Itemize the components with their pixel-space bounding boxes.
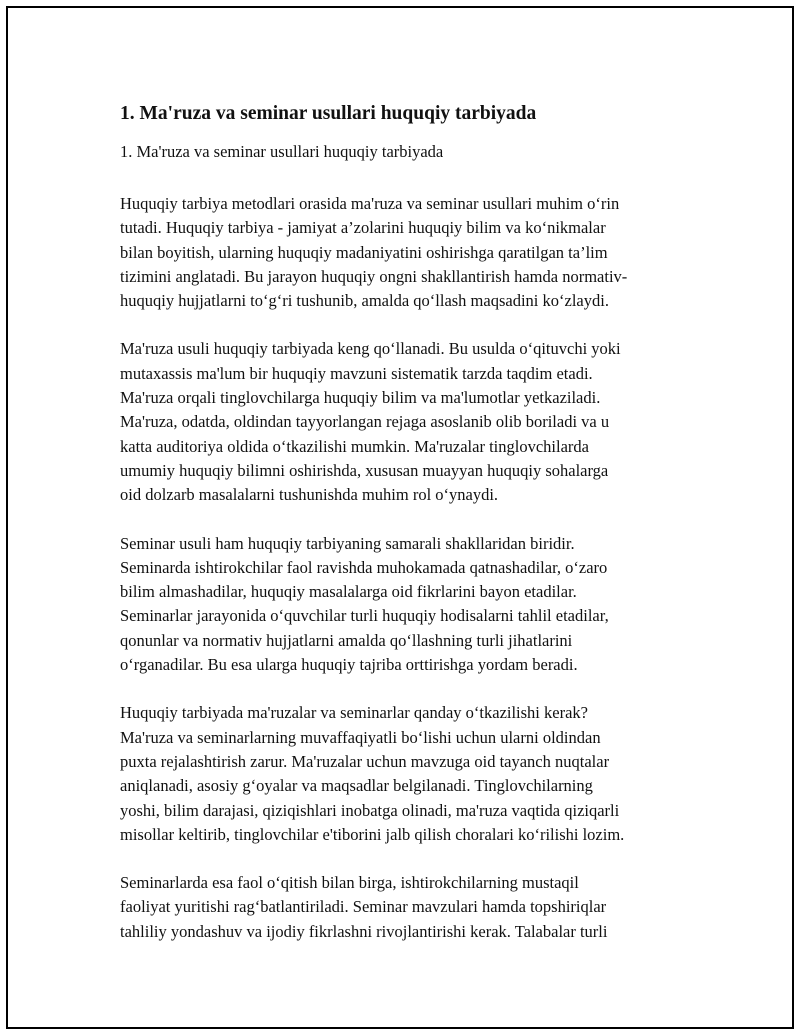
paragraph-3 (120, 532, 692, 678)
paragraph-line: huquqiy hujjatlarni to‘g‘ri tushunib, amalda qo‘llash maqsadini ko‘zlaydi. (120, 291, 609, 311)
paragraph-line: Huquqiy tarbiya metodlari orasida ma'ruza va seminar usullari muhim o‘rin (120, 194, 620, 213)
document-subtitle: 1. Ma'ruza va seminar usullari huquqiy tarbiyada (120, 142, 444, 161)
paragraph-line: bilan boyitish, ularning huquqiy madaniyatini oshirishga qaratilgan ta’lim (120, 242, 608, 262)
paragraph-line: Seminar usuli ham huquqiy tarbiyaning samarali shakllaridan biridir. (120, 533, 575, 553)
paragraph-line: Seminarda ishtirokchilar faol ravishda muhokamada qatnashadilar, o‘zaro (120, 557, 608, 577)
paragraph-line: o‘rganadilar. Bu esa ularga huquqiy tajriba orttirishga yordam beradi. (120, 655, 578, 675)
paragraph-line: yoshi, bilim darajasi, qiziqishlari inobatga olinadi, ma'ruza vaqtida qiziqarli (120, 800, 620, 820)
paragraph-line: tahliliy yondashuv va ijodiy fikrlashni rivojlantirishi kerak. Talabalar turli (120, 921, 608, 941)
paragraph-line: misollar keltirib, tinglovchilar e'tiborini jalb qilish choralari ko‘rilishi lozim. (120, 824, 625, 844)
paragraph-line: mutaxassis ma'lum bir huquqiy mavzuni sistematik tarzda taqdim etadi. (120, 363, 593, 383)
paragraph-line: tutadi. Huquqiy tarbiya - jamiyat a’zolarini huquqiy bilim va ko‘nikmalar (120, 218, 606, 238)
document-title: 1. Ma'ruza va seminar usullari huquqiy tarbiyada (120, 103, 537, 124)
paragraph-line: Seminarlar jarayonida o‘quvchilar turli huquqiy hodisalarni tahlil etadilar, (120, 606, 609, 626)
paragraph-2 (120, 337, 692, 507)
paragraph-line: Ma'ruza, odatda, oldindan tayyorlangan rejaga asoslanib olib boriladi va u (120, 412, 610, 432)
paragraph-line: oid dolzarb masalalarni tushunishda muhim rol o‘ynaydi. (120, 485, 499, 505)
page-frame (6, 6, 794, 1029)
paragraph-line: umumiy huquqiy bilimni oshirishda, xususan muayyan huquqiy sohalarga (120, 460, 609, 480)
paragraph-line: Ma'ruza usuli huquqiy tarbiyada keng qo‘llanadi. Bu usulda o‘qituvchi yoki (120, 339, 621, 359)
paragraph-line: katta auditoriya oldida o‘tkazilishi mumkin. Ma'ruzalar tinglovchilarda (120, 436, 589, 456)
paragraph-line: aniqlanadi, asosiy g‘oyalar va maqsadlar belgilanadi. Tinglovchilarning (120, 776, 593, 796)
paragraph-line: Huquqiy tarbiyada ma'ruzalar va seminarlar qanday o‘tkazilishi kerak? (120, 703, 588, 723)
paragraph-line: faoliyat yuritishi rag‘batlantiriladi. Seminar mavzulari hamda topshiriqlar (120, 897, 607, 917)
paragraph-4 (120, 701, 692, 847)
document-body (120, 100, 692, 944)
paragraph-5 (120, 871, 692, 944)
paragraph-line: bilim almashadilar, huquqiy masalalarga oid fikrlarini bayon etadilar. (120, 582, 577, 602)
paragraph-line: Ma'ruza va seminarlarning muvaffaqiyatli bo‘lishi uchun ularni oldindan (120, 727, 601, 747)
paragraph-line: Seminarlarda esa faol o‘qitish bilan birga, ishtirokchilarning mustaqil (120, 873, 579, 893)
paragraph-line: tizimini anglatadi. Bu jarayon huquqiy ongni shakllantirish hamda normativ- (120, 266, 628, 286)
paragraph-line: puxta rejalashtirish zarur. Ma'ruzalar uchun mavzuga oid tayanch nuqtalar (120, 751, 610, 771)
paragraph-line: Ma'ruza orqali tinglovchilarga huquqiy bilim va ma'lumotlar yetkaziladi. (120, 388, 601, 408)
paragraph-1 (120, 192, 692, 313)
paragraph-line: qonunlar va normativ hujjatlarni amalda qo‘llashning turli jihatlarini (120, 630, 573, 650)
